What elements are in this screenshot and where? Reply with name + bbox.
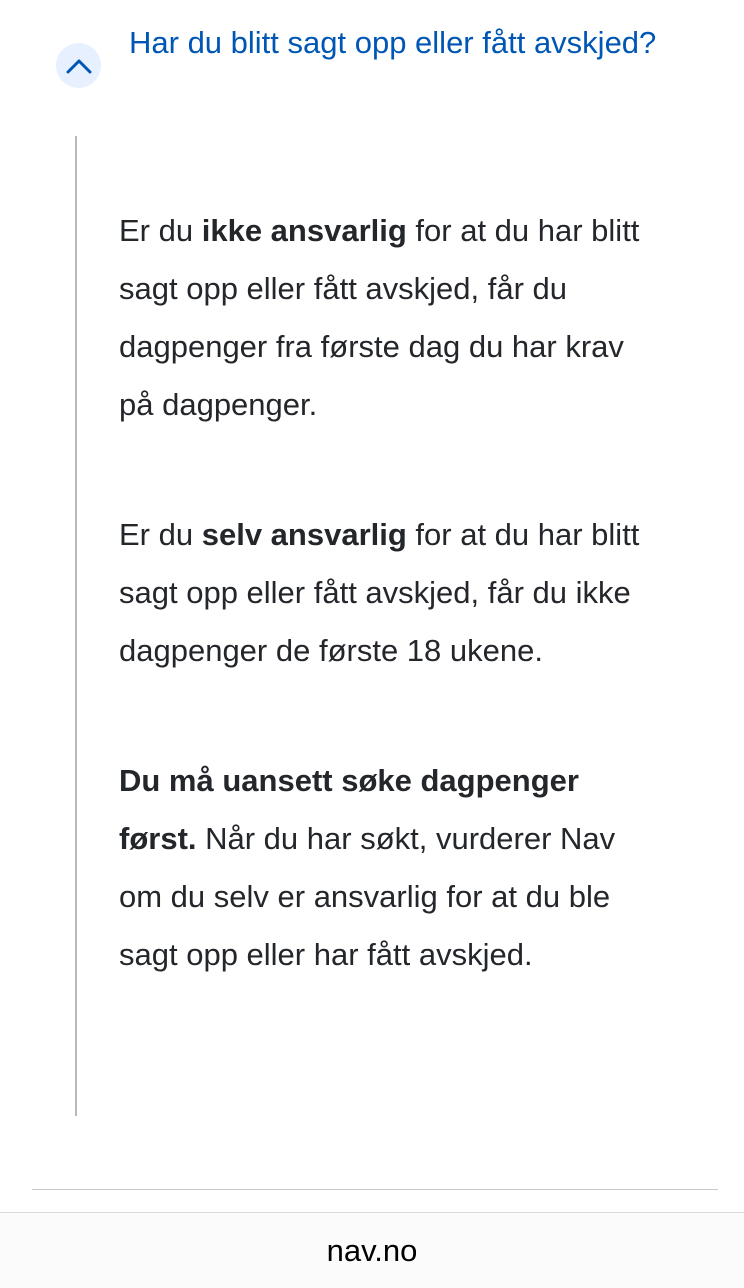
browser-url[interactable]: nav.no [326, 1233, 418, 1268]
paragraph-emphasis: ikke ansvarlig [201, 213, 407, 248]
accordion-title[interactable]: Har du blitt sagt opp eller fått avskjed? [129, 25, 657, 60]
paragraph-text: for at du har blitt sagt opp eller fått avskjed, får du dagpenger fra første dag du har krav på dagpenger. [119, 213, 640, 422]
browser-address-bar[interactable] [0, 1212, 744, 1288]
paragraph-emphasis: selv ansvarlig [201, 517, 407, 552]
content-left-rule [75, 136, 77, 1116]
accordion-toggle-button[interactable] [56, 43, 101, 88]
paragraph-self-responsible [119, 506, 659, 680]
accordion-header[interactable] [0, 0, 744, 130]
accordion-content [119, 202, 659, 984]
section-divider [32, 1189, 718, 1190]
paragraph-text: Er du [119, 213, 202, 248]
chevron-up-icon [66, 58, 92, 74]
paragraph-text: Er du [119, 517, 202, 552]
paragraph-emphasis: Du må uansett søke dagpenger først. [119, 763, 579, 856]
paragraph-not-responsible [119, 202, 659, 434]
paragraph-text: for at du har blitt sagt opp eller fått avskjed, får du ikke dagpenger de første 18 ukene. [119, 517, 640, 668]
paragraph-text: Når du har søkt, vurderer Nav om du selv er ansvarlig for at du ble sagt opp eller har fått avskjed. [119, 821, 616, 972]
paragraph-apply-first [119, 752, 659, 984]
